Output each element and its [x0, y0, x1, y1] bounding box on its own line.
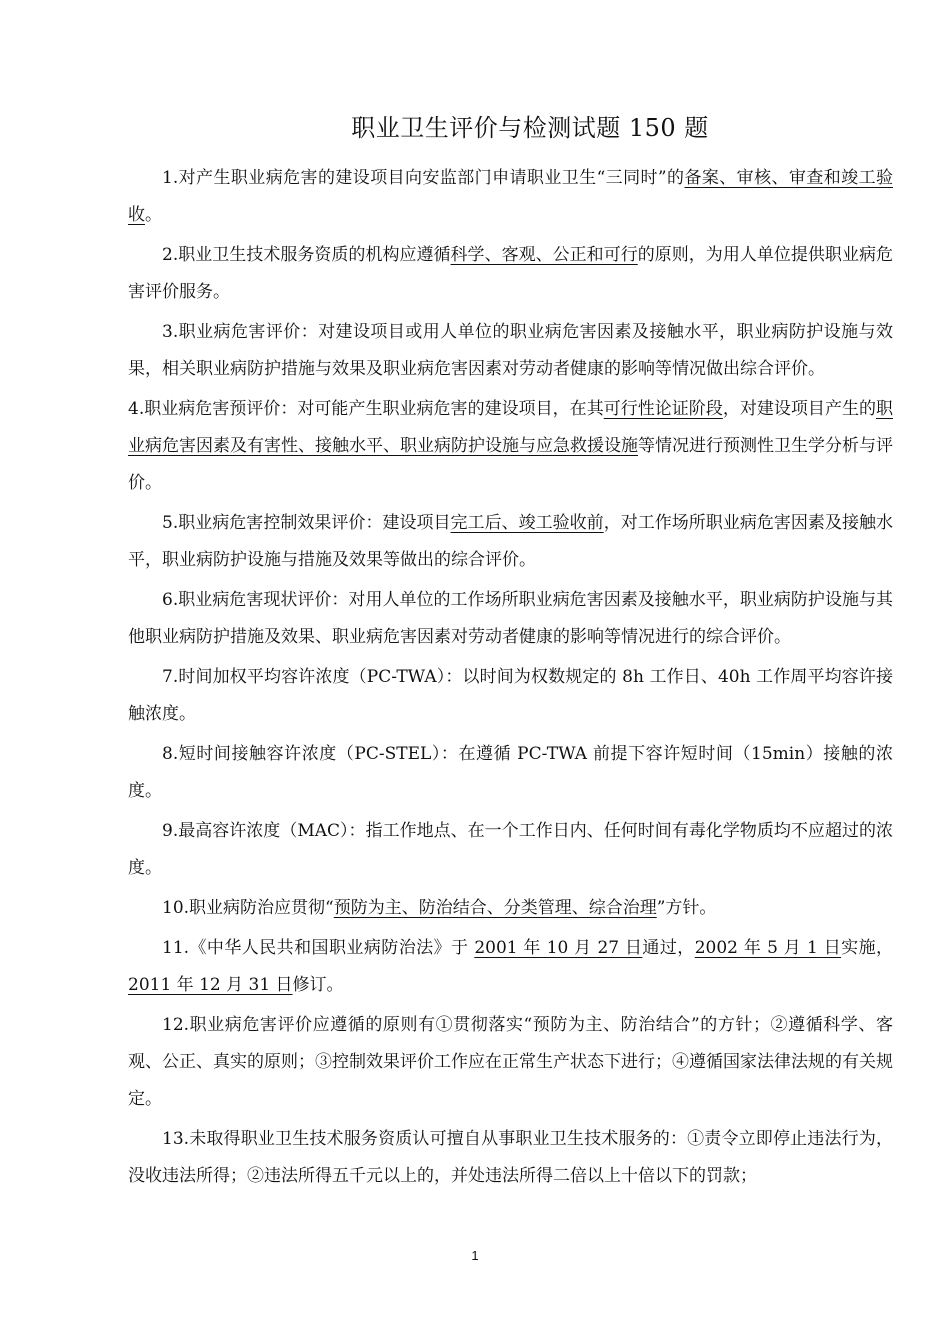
paragraph-text: 11.《中华人民共和国职业病防治法》于: [162, 938, 475, 958]
paragraph-text: 4.职业病危害预评价：对可能产生职业病危害的建设项目，在其: [128, 399, 604, 419]
paragraph-text: 3.职业病危害评价：对建设项目或用人单位的职业病危害因素及接触水平，职业病防护设施与效果，相关职业病防护措施与效果及职业病危害因素对劳动者健康的影响等情况做出综合评价。: [128, 322, 893, 379]
answer-text: 2002 年 5 月 1 日: [694, 938, 842, 958]
answer-text: 2001 年 10 月 27 日: [474, 938, 643, 958]
paragraph-text: 8.短时间接触容许浓度（PC-STEL）：在遵循 PC-TWA 前提下容许短时间（15min）接触的浓度。: [128, 744, 893, 801]
question-paragraph: [128, 391, 893, 502]
question-paragraph: [128, 314, 893, 388]
paragraph-text: 等情况进行预测性卫生学分析与评价。: [128, 436, 893, 493]
question-paragraph: [128, 237, 893, 311]
paragraph-text: 6.职业病危害现状评价：对用人单位的工作场所职业病危害因素及接触水平，职业病防护设施与其他职业病防护措施及效果、职业病危害因素对劳动者健康的影响等情况进行的综合评价。: [128, 590, 893, 647]
document-body: [128, 160, 893, 1198]
answer-text: 2011 年 12 月 31 日: [128, 975, 293, 995]
question-paragraph: [128, 813, 893, 887]
question-paragraph: [128, 890, 893, 927]
paragraph-text: ，对工作场所职业病危害因素及接触水平，职业病防护设施与措施及效果等做出的综合评价。: [128, 513, 893, 570]
question-paragraph: [128, 582, 893, 656]
question-paragraph: [128, 1007, 893, 1118]
page-number: 1: [471, 1248, 479, 1263]
answer-text: 备案、审核、审查和竣工验收: [128, 168, 893, 225]
paragraph-text: 7.时间加权平均容许浓度（PC-TWA）：以时间为权数规定的 8h 工作日、40h 工作周平均容许接触浓度。: [128, 667, 893, 724]
paragraph-text: 2.职业卫生技术服务资质的机构应遵循: [162, 245, 451, 265]
answer-text: 预防为主、防治结合、分类管理、综合治理: [333, 898, 657, 918]
paragraph-text: 1.对产生职业病危害的建设项目向安监部门申请职业卫生“三同时”的: [162, 168, 685, 188]
paragraph-text: 13.未取得职业卫生技术服务资质认可擅自从事职业卫生技术服务的：①责令立即停止违法行为，没收违法所得；②违法所得五千元以上的，并处违法所得二倍以上十倍以下的罚款；: [128, 1129, 893, 1186]
question-paragraph: [128, 930, 893, 1004]
paragraph-text: 的原则，为用人单位提供职业病危害评价服务。: [128, 245, 893, 302]
paragraph-text: ，对建设项目产生的: [722, 399, 877, 419]
question-paragraph: [128, 160, 893, 234]
question-paragraph: [128, 505, 893, 579]
question-paragraph: [128, 659, 893, 733]
page-title: 职业卫生评价与检测试题 150 题: [351, 114, 709, 142]
paragraph-text: 10.职业病防治应贯彻“: [162, 898, 334, 918]
answer-text: 完工后、竣工验收前: [450, 513, 604, 533]
paragraph-text: 修订。: [292, 975, 344, 995]
paragraph-text: 实施，: [841, 938, 894, 958]
paragraph-text: 12.职业病危害评价应遵循的原则有①贯彻落实“预防为主、防治结合”的方针；②遵循科学、客观、公正、真实的原则；③控制效果评价工作应在正常生产状态下进行；④遵循国家法律法规的有关规定。: [128, 1015, 893, 1109]
paragraph-text: 。: [145, 205, 162, 225]
question-paragraph: [128, 736, 893, 810]
paragraph-text: 5.职业病危害控制效果评价：建设项目: [162, 513, 451, 533]
answer-text: 可行性论证阶段: [603, 399, 723, 419]
paragraph-text: 9.最高容许浓度（MAC）：指工作地点、在一个工作日内、任何时间有毒化学物质均不应超过的浓度。: [128, 821, 893, 878]
paragraph-text: ”方针。: [656, 898, 717, 918]
answer-text: 职业病危害因素及有害性、接触水平、职业病防护设施与应急救援设施: [128, 399, 894, 456]
answer-text: 科学、客观、公正和可行: [450, 245, 638, 265]
paragraph-text: 通过，: [642, 938, 695, 958]
question-paragraph: [128, 1121, 893, 1195]
